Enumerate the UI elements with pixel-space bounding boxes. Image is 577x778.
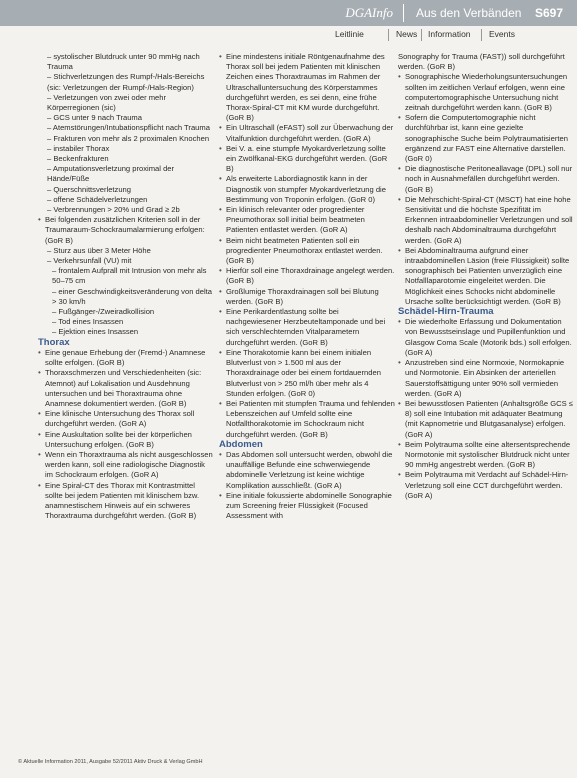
page-header [0,0,577,40]
bullet-text: Die diagnostische Peritoneallavage (DPL) soll nur noch in Ausnahmefällen durchgeführt werden. (GoR B) [405,164,573,194]
bullet-icon: • [38,480,41,490]
text-line: – Frakturen von mehr als 2 proximalen Knochen [47,133,210,143]
page-number: S697 [534,6,563,20]
bullet-item [38,368,214,409]
nav-leitlinie: Leitlinie [335,29,364,39]
bullet-item [398,317,574,358]
bullet-icon: • [398,398,401,408]
bullet-text: Eine initiale fokussierte abdominelle Sonographie zum Screening freier Flüssigkeit (Focused Assessment with [226,490,392,521]
bullet-icon: • [219,490,222,500]
section-heading: Thorax [38,336,70,348]
bullet-item [219,205,395,236]
bullet-item [219,450,395,491]
bullet-icon: • [219,205,222,215]
text-line: Sonography for Trauma (FAST)) soll durchgeführt werden. (GoR B) [398,52,565,72]
bullet-item [219,236,395,267]
bullet-text: Wenn ein Thoraxtrauma als nicht ausgeschlossen werden kann, soll eine radiologische Diagnostik im Schockraum erfolgen. (GoR A) [45,449,213,480]
text-line: – Verkehrsunfall (VU) mit [47,256,132,266]
bullet-item [219,348,395,399]
bullet-item [219,123,395,143]
text-line: – Verbrennungen > 20% und Grad ≥ 2b [47,205,180,215]
nav-divider [421,29,422,41]
text-line: – GCS unter 9 nach Trauma [47,113,142,123]
bullet-icon: • [219,52,222,61]
bullet-item [398,470,574,501]
bullet-icon: • [398,358,401,368]
bullet-item [398,164,574,195]
text-line: – offene Schädelverletzungen [47,194,148,204]
bullet-icon: • [219,347,222,357]
bullet-item [219,399,395,440]
section-heading: Schädel-Hirn-Trauma [398,306,494,318]
bullet-text: Eine Thorakotomie kann bei einem initialen Blutverlust von > 1.500 ml aus der Thoraxdrainage oder bei einem fortdauernden Blutverlust von > 250 ml/h über mehr als 4 Stunden erfolgen. (GoR 0) [226,347,381,398]
bullet-icon: • [38,449,41,459]
text-column-2 [219,52,395,521]
bullet-text: Beim Polytrauma mit Verdacht auf Schädel-Hirn-Verletzung soll eine CCT durchgeführt werden. (GoR A) [405,470,569,500]
bullet-icon: • [38,368,41,378]
bullet-icon: • [219,123,222,133]
text-line: – systolischer Blutdruck unter 90 mmHg nach Trauma [47,52,200,72]
bullet-text: Ein Ultraschall (eFAST) soll zur Überwachung der Vitalfunktion durchgeführt werden. (GoR A) [226,123,394,143]
text-line: – Querschnittsverletzung [47,184,131,194]
bullet-item [398,72,574,113]
bullet-text: Beim Polytrauma sollte eine altersentsprechende Normotonie mit systolischer Blutdruck nicht unter 90 mmHg angestrebt werden. (GoR B) [405,439,571,470]
text-column-1 [38,52,214,521]
text-line: – Atemstörungen/Intubationspflicht nach Trauma [47,123,210,133]
bullet-icon: • [38,429,41,439]
nav-news: News [396,29,418,39]
text-line: – Amputationsverletzung proximal der Hände/Füße [47,164,175,184]
bullet-icon: • [38,215,41,225]
bullet-text: Ein klinisch relevanter oder progredienter Pneumothorax soll initial beim beatmeten Patienten entlastet werden. (GoR A) [226,205,365,235]
bullet-text: Bei folgenden zusätzlichen Kriterien soll in der Traumaraum-Schockraumalarmierung erfolgen: (GoR B) [45,215,205,245]
nav-divider [481,29,482,41]
bullet-text: Eine mindestens initiale Röntgenaufnahme des Thorax soll bei jedem Patienten mit klinischen Zeichen eines Thoraxtraumas im Rahmen der Ultraschalluntersuchung des Körperstammes durchgeführt werden, es sei denn, eine frühe Thorax-Spiral-CT mit KM wurde durchgeführt. (GoR B) [226,52,385,123]
bullet-text: Eine Spiral-CT des Thorax mit Kontrastmittel sollte bei jedem Patienten mit klinischem bzw. anamnestischem Hinweis auf ein schweres Thoraxtrauma durchgeführt werden. (GoR B) [45,480,200,521]
bullet-text: Sonographische Wiederholungsuntersuchungen sollten im zeitlichen Verlauf erfolgen, wenn eine computertomographische Untersuchung nicht zeitnah durchgeführt werden kann. (GoR B) [405,72,568,113]
bullet-item [219,266,395,286]
text-line: – Ejektion eines Insassen [52,327,139,337]
bullet-text: Hierfür soll eine Thoraxdrainage angelegt werden. (GoR B) [226,266,395,286]
bullet-icon: • [398,164,401,174]
bullet-icon: • [398,194,401,204]
bullet-icon: • [219,286,222,296]
bullet-text: Beim nicht beatmeten Patienten soll ein progredienter Pneumothorax entlastet werden. (GoR B) [226,235,383,266]
header-band [0,0,577,26]
copyright-footer: © Aktuelle Information 2011, Ausgabe 52/2011 Aktiv Druck & Verlag GmbH [18,759,203,765]
bullet-item [398,440,574,471]
bullet-text: Thoraxschmerzen und Verschiedenheiten (sic: Atemnot) auf Lokalisation und Ausdehnung untersuchen und bei Thoraxtrauma ohne Anamnese dokumentiert werden. (GoR B) [45,368,202,408]
bullet-icon: • [398,439,401,449]
section-title: Aus den Verbänden [416,6,522,20]
bullet-icon: • [38,409,41,419]
bullet-text: Großlumige Thoraxdrainagen soll bei Blutung werden. (GoR B) [226,286,379,306]
bullet-text: Bei bewusstlosen Patienten (Anhaltsgröße GCS ≤ 8) soll eine Intubation mit adäquater Beatmung (mit Kapnometrie und Blutgasanalyse) erfolgen. (GoR A) [405,398,573,439]
bullet-item [398,358,574,399]
text-line: – Stichverletzungen des Rumpf-/Hals-Bereichs (sic: Verletzungen der Rumpf-/Hals-Region) [47,72,205,92]
bullet-text: Sofern die Computertomographie nicht durchführbar ist, kann eine gezielte sonographische Suche beim Polytraumatisierten ergänzend zur FAST eine Alternative darstellen. (GoR 0) [405,113,568,164]
nav-divider [388,29,389,41]
section-nav [0,29,577,43]
text-line: – Tod eines Insassen [52,317,124,327]
bullet-text: Die wiederholte Erfassung und Dokumentation von Bewusstseinslage und Pupillenfunktion und Glasgow Coma Scale (Motorik bds.) soll erfolgen. (GoR A) [405,317,572,357]
bullet-item [398,399,574,440]
bullet-text: Eine Perikardentlastung sollte bei nachgewiesener Herzbeuteltamponade und bei sich verschlechternden Vitalparametern durchgeführt werden. (GoR B) [226,307,386,347]
bullet-icon: • [219,235,222,245]
bullet-icon: • [398,470,401,480]
text-line: – Verletzungen von zwei oder mehr Körperregionen (sic) [47,92,167,113]
bullet-item [219,52,395,123]
bullet-item [38,430,214,450]
bullet-text: Eine genaue Erhebung der (Fremd-) Anamnese sollte erfolgen. (GoR B) [45,347,206,368]
bullet-text: Bei V. a. eine stumpfe Myokardverletzung sollte ein Zwölfkanal-EKG durchgeführt werden. (GoR B) [226,143,388,174]
bullet-item [398,246,574,307]
bullet-text: Bei Abdominaltrauma aufgrund einer intraabdominellen Läsion (freie Flüssigkeit) sollte sonographisch bei Patienten unverzüglich eine Notfalllaparotomie eingeleitet werden. Die Möglichkeit eines Schocks nicht abdominelle Ursache sollte berücksichtigt werden. (GoR B) [405,245,570,306]
bullet-text: Das Abdomen soll untersucht werden, obwohl die unauffällige Befunde eine schwerwiegende abdominelle Verletzung ist keine wichtige Komplikation ausschließt. (GoR A) [226,449,393,490]
journal-name: DGAInfo [345,5,393,20]
bullet-item [38,481,214,522]
section-heading: Abdomen [219,438,263,450]
bullet-item [219,174,395,205]
bullet-icon: • [398,245,401,255]
bullet-icon: • [38,347,41,357]
bullet-item [398,113,574,164]
text-line: – instabiler Thorax [47,143,110,153]
bullet-text: Eine Auskultation sollte bei der körperlichen Untersuchung erfolgen. (GoR B) [45,429,192,449]
bullet-item [38,348,214,368]
bullet-text: Anzustreben sind eine Normoxie, Normokapnie und Normotonie. Ein Absinken der arteriellen Sauerstoffsättigung unter 90% soll vermieden werden. (GoR A) [405,358,565,398]
nav-information: Information [428,29,471,39]
bullet-item [38,450,214,481]
bullet-item [38,215,214,246]
bullet-text: Bei Patienten mit stumpfen Trauma und fehlenden Lebenszeichen auf Umfeld sollte eine Notfallthorakotomie im Schockraum nicht durchgeführt werden. (GoR B) [226,398,395,439]
bullet-icon: • [219,143,222,153]
text-line: – Beckenfrakturen [47,154,109,164]
bullet-icon: • [398,317,401,327]
bullet-icon: • [398,113,401,123]
bullet-text: Eine klinische Untersuchung des Thorax soll durchgeführt werden. (GoR A) [45,409,195,429]
text-line: – frontalem Aufprall mit Intrusion von mehr als 50–75 cm [52,266,207,286]
bullet-item [219,287,395,307]
bullet-item [398,195,574,246]
bullet-item [219,491,395,522]
bullet-icon: • [219,398,222,408]
bullet-item [219,307,395,348]
nav-events: Events [489,29,515,39]
bullet-item [219,144,395,175]
text-line: – einer Geschwindigkeitsveränderung von delta > 30 km/h [52,286,212,306]
text-column-3 [398,52,574,501]
bullet-icon: • [398,72,401,82]
bullet-icon: • [219,266,222,276]
text-line: – Sturz aus über 3 Meter Höhe [47,245,151,255]
bullet-text: Als erweiterte Labordiagnostik kann in der Diagnostik von stumpfer Myokardverletzung die Bestimmung von Troponin erfolgen. (GoR 0) [226,174,386,204]
bullet-icon: • [219,449,222,459]
bullet-item [38,409,214,429]
bullet-text: Die Mehrschicht-Spiral-CT (MSCT) hat eine hohe Sensitivität und die höchste Spezifität im Erkennen intraabdomineller Verletzungen und soll deshalb nach Abdominaltrauma durchgeführt werden. (GoR A) [405,194,573,245]
bullet-icon: • [219,307,222,317]
text-line: – Fußgänger-/Zweiradkollision [52,307,155,317]
bullet-icon: • [219,174,222,184]
